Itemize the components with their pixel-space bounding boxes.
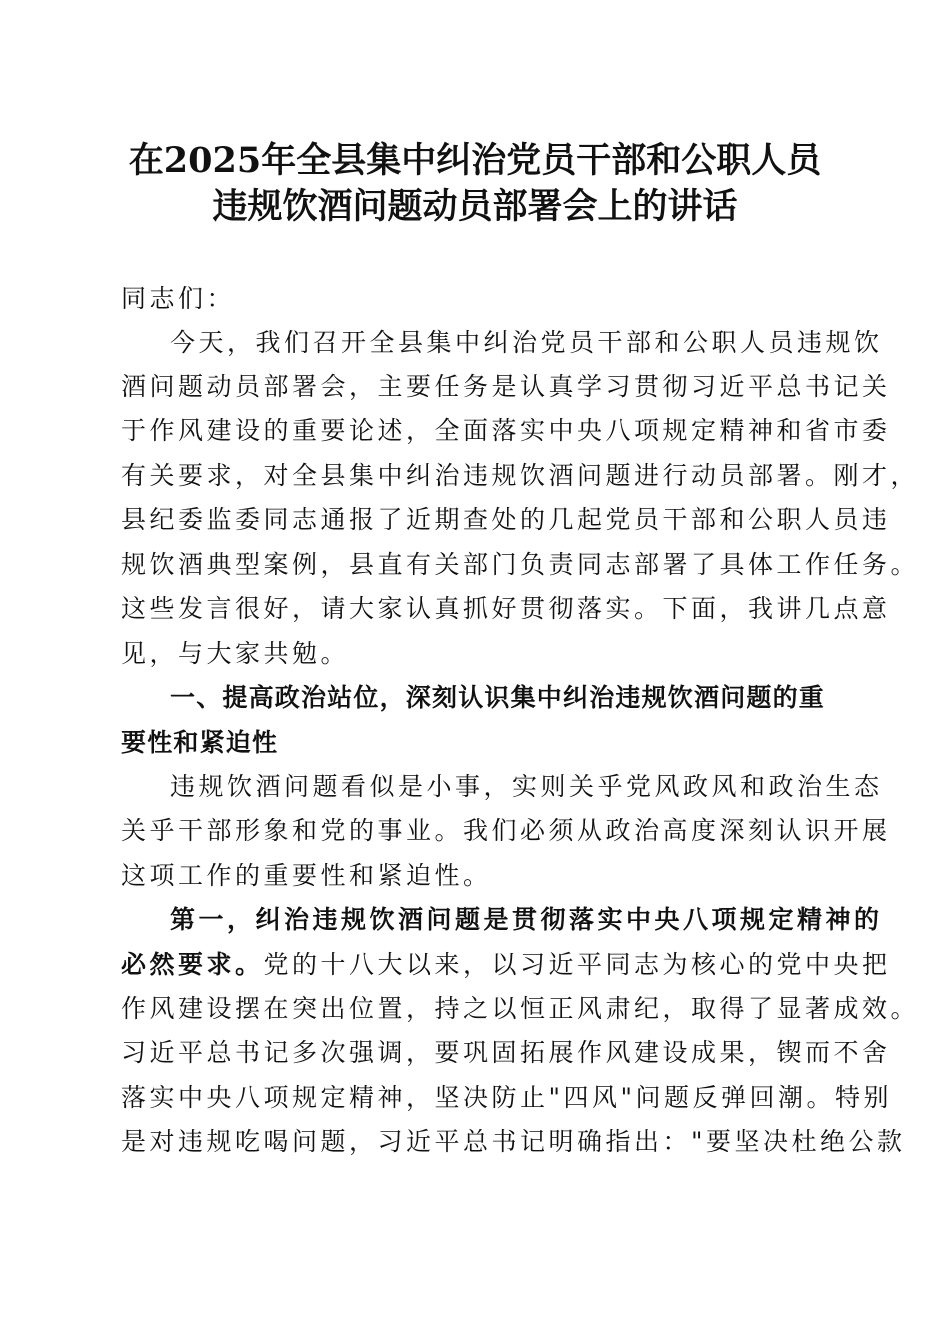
paragraph-line: 有关要求，对全县集中纠治违规饮酒问题进行动员部署。刚才，	[121, 461, 920, 490]
paragraph-line: 是对违规吃喝问题，习近平总书记明确指出："要坚决杜绝公款	[121, 1127, 906, 1156]
paragraph-line: 今天，我们召开全县集中纠治党员干部和公职人员违规饮	[170, 328, 883, 357]
section-heading-line-1: 一、提高政治站位，深刻认识集中纠治违规饮酒问题的重	[170, 683, 826, 712]
paragraph-line: 落实中央八项规定精神，坚决防止"四风"问题反弹回潮。特别	[121, 1083, 893, 1112]
salutation: 同志们：	[121, 284, 236, 313]
document-title-line-1: 在2025年全县集中纠治党员干部和公职人员	[128, 140, 822, 181]
paragraph-line: 见，与大家共勉。	[121, 639, 350, 668]
paragraph-line: 这项工作的重要性和紧迫性。	[121, 861, 492, 890]
paragraph-line: 习近平总书记多次强调，要巩固拓展作风建设成果，锲而不舍	[121, 1038, 891, 1067]
paragraph-line: 规饮酒典型案例，县直有关部门负责同志部署了具体工作任务。	[121, 550, 920, 579]
paragraph-line: 关乎干部形象和党的事业。我们必须从政治高度深刻认识开展	[121, 816, 891, 845]
paragraph-text: 党的十八大以来，以习近平同志为核心的党中央把	[263, 950, 891, 979]
emphasis-line: 第一，纠治违规饮酒问题是贯彻落实中央八项规定精神的	[170, 905, 883, 934]
emphasis-text: 必然要求。	[121, 950, 264, 979]
paragraph-line: 县纪委监委同志通报了近期查处的几起党员干部和公职人员违	[121, 505, 891, 534]
document-title-line-2: 违规饮酒问题动员部署会上的讲话	[212, 186, 738, 227]
paragraph-line: 违规饮酒问题看似是小事，实则关乎党风政风和政治生态	[170, 772, 883, 801]
paragraph-line: 这些发言很好，请大家认真抓好贯彻落实。下面，我讲几点意	[121, 594, 891, 623]
paragraph-line: 作风建设摆在突出位置，持之以恒正风肃纪，取得了显著成效。	[121, 994, 920, 1023]
paragraph-line-mixed	[121, 950, 891, 980]
section-heading-line-2: 要性和紧迫性	[121, 728, 279, 757]
paragraph-line: 于作风建设的重要论述，全面落实中央八项规定精神和省市委	[121, 416, 891, 445]
paragraph-line: 酒问题动员部署会，主要任务是认真学习贯彻习近平总书记关	[121, 372, 891, 401]
